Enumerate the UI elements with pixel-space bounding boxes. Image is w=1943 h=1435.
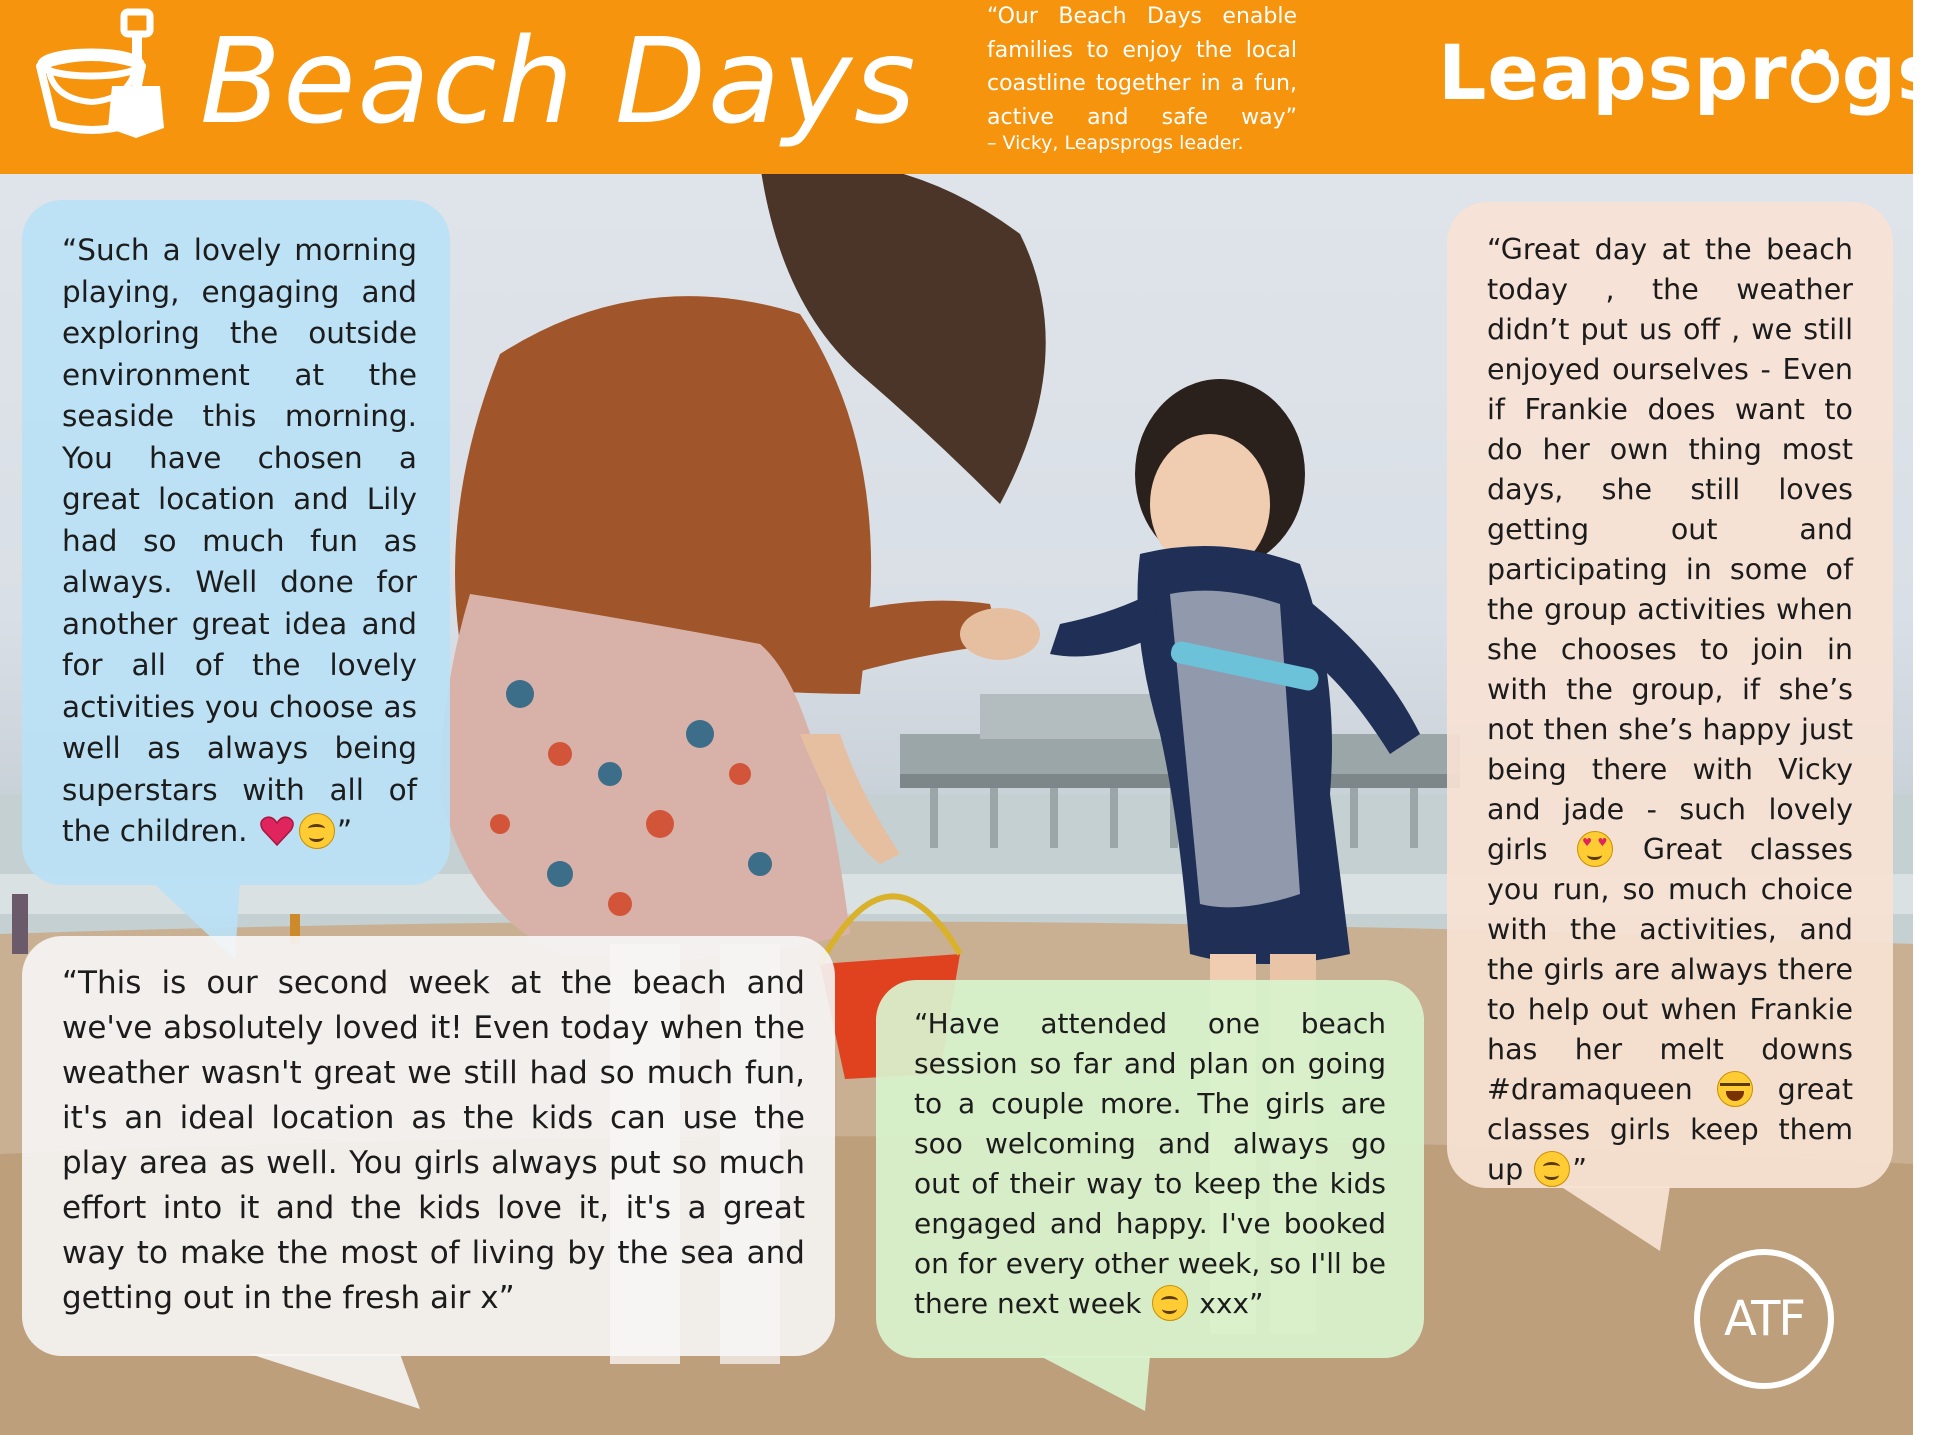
smiling-face-icon xyxy=(1152,1285,1188,1321)
header-quote: “Our Beach Days enable families to enjoy the local coastline together in a fun, active and safe way” xyxy=(987,4,1297,130)
testimonial-peach-part1: “Great day at the beach today , the weather didn’t put us off , we still enjoyed ourselves - Even if Frankie does want to do her own thing most days, she still loves getting out and participating in some of the group activities when she chooses to join in with the group, if she’s not then she’s happy just being there with Vicky and jade - such lovely girls xyxy=(1487,233,1853,866)
testimonial-bubble-peach xyxy=(1447,202,1893,1188)
testimonial-white-text: “This is our second week at the beach and we've absolutely loved it! Even today when the weather wasn't great we still had so much fun, it's an ideal location as the kids can use the play area as well. You girls always put so much effort into it and the kids love it, it's a great way to make the most of living by the sea and getting out in the fresh air x” xyxy=(62,965,805,1316)
testimonial-bubble-green xyxy=(876,980,1424,1358)
header-quote-attribution: – Vicky, Leapsprogs leader. xyxy=(987,132,1244,154)
testimonial-green-end: xxx” xyxy=(1190,1287,1264,1320)
testimonial-text xyxy=(1487,230,1853,1190)
testimonial-peach-part3: great classes girls keep them up xyxy=(1487,1073,1853,1186)
testimonial-peach-part2: Great classes you run, so much choice with the activities, and the girls are always there to help out when Frankie has her melt downs #dramaqueen xyxy=(1487,833,1853,1106)
bubble-tail-green xyxy=(1040,1356,1160,1416)
bubble-tail-peach xyxy=(1560,1186,1680,1256)
testimonial-text xyxy=(62,230,417,853)
atf-badge: ATF xyxy=(1694,1249,1834,1389)
testimonial-bubble-white xyxy=(22,936,835,1356)
leapsprogs-logo xyxy=(1438,18,1943,128)
page-title: Beach Days xyxy=(200,12,918,150)
frog-icon xyxy=(1791,55,1839,103)
testimonial-blue-text: “Such a lovely morning playing, engaging and exploring the outside environment at the seaside this morning. You have chosen a great location and Lily had so much fun as always. Well done for another great idea and for all of the lovely activities you choose as well as always being superstars with all of the children. xyxy=(62,233,417,848)
red-heart-icon xyxy=(259,813,295,849)
face-with-tears-of-joy-icon xyxy=(1717,1071,1753,1107)
testimonial-blue-end: ” xyxy=(336,814,353,848)
logo-text-start: Leapspr xyxy=(1438,28,1788,117)
header-banner xyxy=(0,0,1943,174)
testimonial-green-text: “Have attended one beach session so far and plan on going to a couple more. The girls are soo welcoming and always go out of their way to keep the kids engaged and happy. I've booked on for every other week, so I'll be there next week xyxy=(914,1007,1386,1320)
bucket-spade-icon xyxy=(32,4,172,144)
bubble-tail-white xyxy=(250,1354,430,1414)
testimonial-bubble-blue xyxy=(22,200,450,885)
smiling-face-icon xyxy=(299,813,335,849)
smiling-face-with-hearts-icon xyxy=(1577,831,1613,867)
testimonial-text xyxy=(914,1004,1386,1324)
logo-text-end: gs xyxy=(1841,28,1943,117)
testimonial-peach-end: ” xyxy=(1572,1153,1587,1186)
smiling-face-icon xyxy=(1534,1151,1570,1187)
